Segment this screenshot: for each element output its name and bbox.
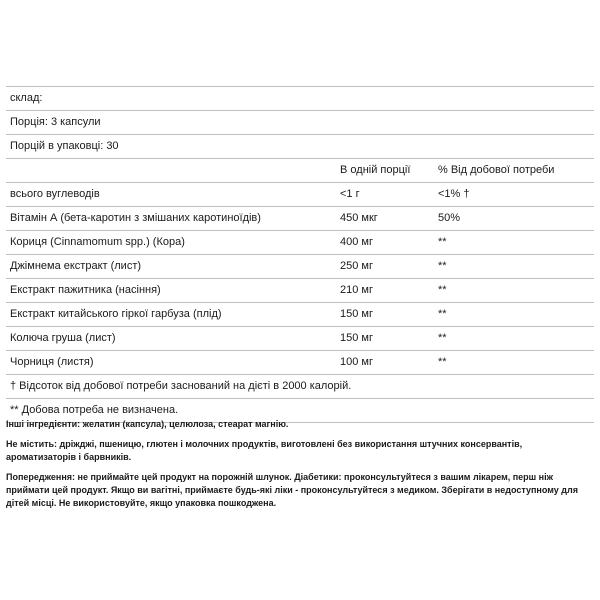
- product-notes: [6, 418, 594, 517]
- nutrient-name: Кориця (Cinnamomum spp.) (Кора): [10, 236, 185, 248]
- servings-per-container-row: [6, 135, 594, 159]
- nutrient-amount: 150 мг: [340, 308, 373, 320]
- serving-size-label: Порція: 3 капсули: [10, 116, 101, 128]
- composition-row: [6, 87, 594, 111]
- nutrient-daily-value: **: [438, 260, 447, 272]
- nutrient-row: [6, 255, 594, 279]
- nutrient-row: [6, 279, 594, 303]
- nutrient-name: всього вуглеводів: [10, 188, 100, 200]
- footnote-double-star: ** Добова потреба не визначена.: [10, 404, 179, 416]
- footnote-dagger-row: [6, 375, 594, 399]
- nutrient-row: [6, 183, 594, 207]
- nutrient-row: [6, 303, 594, 327]
- nutrient-daily-value: <1% †: [438, 188, 470, 200]
- nutrient-daily-value: **: [438, 284, 447, 296]
- nutrient-name: Джімнема екстракт (лист): [10, 260, 142, 272]
- nutrient-amount: 250 мг: [340, 260, 373, 272]
- serving-size-row: [6, 111, 594, 135]
- nutrient-name: Чорниця (листя): [10, 356, 94, 368]
- nutrient-amount: 150 мг: [340, 332, 373, 344]
- nutrient-amount: 210 мг: [340, 284, 373, 296]
- nutrient-name: Колюча груша (лист): [10, 332, 116, 344]
- nutrient-amount: <1 г: [340, 188, 360, 200]
- nutrient-row: [6, 327, 594, 351]
- nutrient-name: Вітамін А (бета-каротин з змішаних каротиноїдів): [10, 212, 261, 224]
- warning-text: Попередження: не приймайте цей продукт на порожній шлунок. Діабетики: проконсультуйтеся з вашим лікарем, перш ніж приймати цей продукт. Якщо ви вагітні, приймаєте будь-які ліки - проконсультуйтеся з медиком. Зберігати в недоступному для дітей місці. Не використовуйте, якщо упаковка пошкоджена.: [6, 472, 578, 508]
- nutrient-daily-value: **: [438, 332, 447, 344]
- nutrient-daily-value: **: [438, 308, 447, 320]
- composition-label: склад:: [10, 92, 43, 104]
- nutrient-daily-value: 50%: [438, 212, 461, 224]
- nutrient-row: [6, 351, 594, 375]
- column-header-row: [6, 159, 594, 183]
- per-serving-header: В одній порції: [340, 164, 411, 176]
- nutrient-name: Екстракт китайського гіркої гарбуза (плід): [10, 308, 222, 320]
- daily-value-header: % Від добової потреби: [438, 164, 555, 176]
- nutrient-daily-value: **: [438, 236, 447, 248]
- servings-per-container-label: Порцій в упаковці: 30: [10, 140, 119, 152]
- nutrient-amount: 400 мг: [340, 236, 373, 248]
- nutrient-amount: 100 мг: [340, 356, 373, 368]
- nutrient-daily-value: **: [438, 356, 447, 368]
- nutrient-name: Екстракт пажитника (насіння): [10, 284, 161, 296]
- nutrient-amount: 450 мкг: [340, 212, 378, 224]
- other-ingredients-text: Інші інгредієнти: желатин (капсула), целюлоза, стеарат магнію.: [6, 419, 289, 429]
- supplement-facts-table: [6, 86, 594, 423]
- nutrient-row: [6, 231, 594, 255]
- free-of-text: Не містить: дріжджі, пшеницю, глютен і молочних продуктів, виготовлені без використання штучних консервантів, ароматизаторів і барвників.: [6, 439, 523, 462]
- nutrient-row: [6, 207, 594, 231]
- footnote-dagger: † Відсоток від добової потреби заснований на дієті в 2000 калорій.: [10, 380, 352, 392]
